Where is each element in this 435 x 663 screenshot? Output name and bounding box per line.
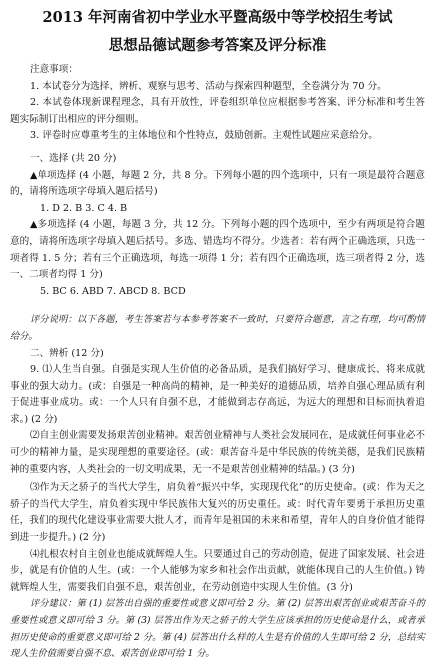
section2-heading: 二、辨析 (12 分) [30,347,104,359]
single-choice-intro: ▲单项选择 (4 小题，每题 2 分，共 8 分。下列每小题的四个选项中，只有一项是最符合题意的，请将所选项字母填入题后括号) [10,169,425,198]
q9-part2: ⑵自主创业需要发扬艰苦创业精神。艰苦创业精神与人类社会发展同在，是成就任何事业必不可少的精神力量，是实现理想的重要途径。(或：艰苦奋斗是中华民族的传统美德，是我们民族精神的重要内容，人类社会的一切文明成果，无一不是艰苦创业精神的结晶。) (3 分) [10,430,425,475]
q9-part3: ⑶作为天之骄子的当代大学生，肩负着“振兴中华，实现现代化”的历史使命。(或：作为天之骄子的当代大学生，肩负着实现中华民族伟大复兴的历史重任。或：时代青年要勇于承担历史重任，我们的现代化建设事业需要大批人才，而青年是祖国的未来和希望，青年人的自身价值才能得到进一步提升。) (2 分) [10,482,425,544]
page-subtitle: 思想品德试题参考答案及评分标准 [108,37,327,54]
note-3: 3. 评卷时应尊重考生的主体地位和个性特点，鼓励创新。主观性试题应采意给分。 [30,130,378,142]
note-1: 1. 本试卷分为选择、辨析、观察与思考、活动与探索四种题型，全卷满分为 70 分。 [30,80,387,92]
section1-heading: 一、选择 (共 20 分) [30,152,117,164]
multi-choice-intro: ▲多项选择 (4 小题，每题 3 分，共 12 分。下列每小题的四个选项中，至少有两项是符合题意的，请将所选项字母填入题后括号。多选、错选均不得分。少选者：若有两个正确选项，只选一项者得 1. 5 分；若有三个正确选项，每选一项得 1 分；若有四个正确选项，选三项者得 2 分，选一、二项者均得 1 分) [10,219,425,281]
page-title: 2013 年河南省初中学业水平暨高级中等学校招生考试 [42,9,393,26]
q9-part4: ⑷扎根农村自主创业也能成就辉煌人生。只要通过自己的劳动创造，促进了国家发展、社会进步，就是有价值的人生。(或：一个人能够为家乡和社会作出贡献，就能体现自己的人生价值。) 铸就辉煌人生，需要我们自强不息，艰苦创业，在劳动创造中实现人生价值。(3 分) [10,548,425,593]
notes-heading: 注意事项： [30,64,78,75]
q9-part1: 9. ⑴人生当自强。自强是实现人生价值的必备品质，是我们搞好学习、健康成长、将来成就事业的强大动力。(或：自强是一种高尚的精神，是一种美好的道德品质，培养自强心理品质有利于促进事业成功。或：一个人只有自强不息，才能做到志存高远，为远大的理想和目标而执着追求。) (2 分) [10,364,425,425]
scoring-suggestion: 评分建议：第 (1) 层答出自强的重要性或意义即可给 2 分。第 (2) 层答出艰苦创业或艰苦奋斗的重要性或意义即可给 3 分。第 (3) 层答出作为天之骄子的大学生应该承担的历史使命是什么，或者承担历史使命的重要意义即可给 2 分。第 (4) 层答出什么样的人生是有价值的人生即可给 2 分，总结实现人生价值需要自强不息、艰苦创业即可给 1 分。 [10,598,425,660]
multi-choice-answers: 5. BC 6. ABD 7. ABCD 8. BCD [40,285,186,297]
scoring-note: 评分说明：以下各题，考生答案若与本参考答案不一致时，只要符合题意，言之有理，均可酌情给分。 [10,314,425,342]
note-2: 2. 本试卷体现新课程理念，具有开放性，评卷组织单位应根据参考答案、评分标准和考生答题实际制订出相应的评分细则。 [10,97,425,125]
single-choice-answers: 1. D 2. B 3. C 4. B [40,202,128,214]
